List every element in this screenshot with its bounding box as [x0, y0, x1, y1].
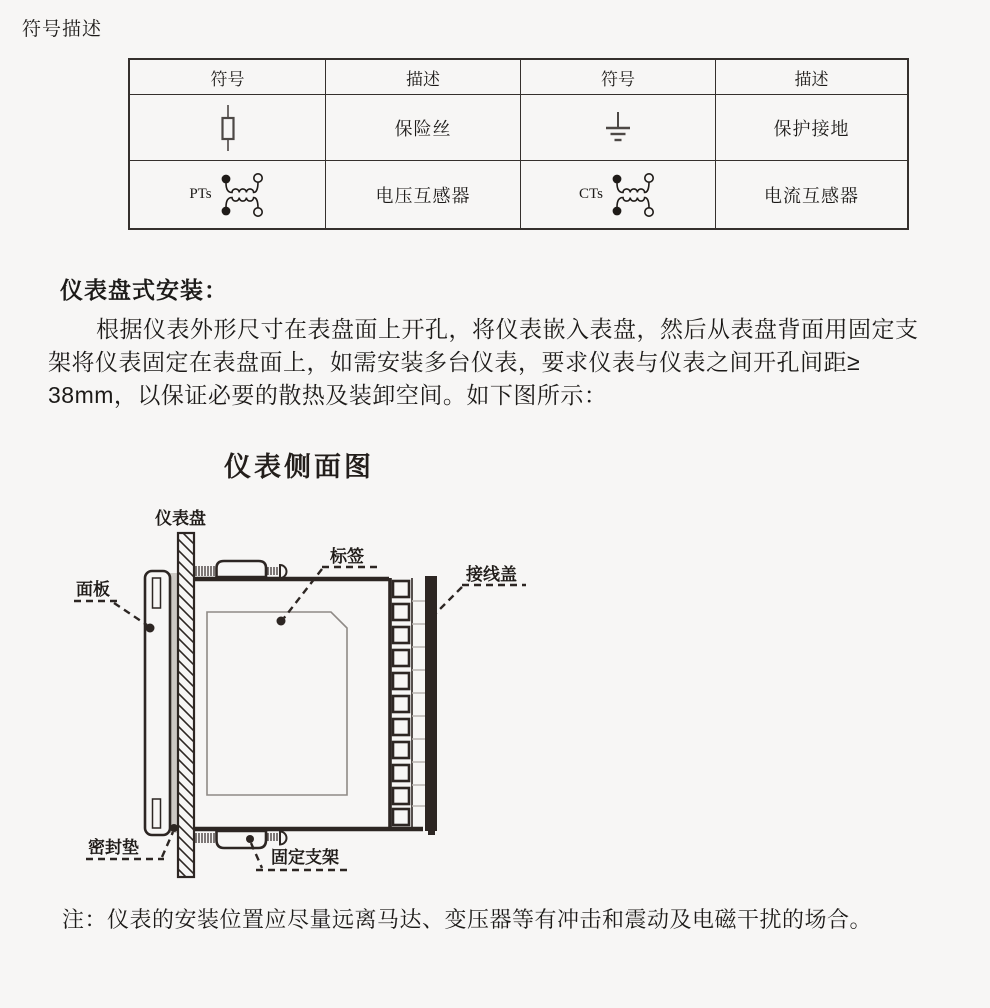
pt-transformer-icon: [218, 172, 266, 218]
label-wiring-cover: 接线盖: [466, 565, 517, 584]
paragraph-line: 根据仪表外形尺寸在表盘面上开孔，将仪表嵌入表盘，然后从表盘背面用固定支: [96, 316, 919, 342]
page-title: 符号描述: [22, 19, 103, 40]
meter-side-view-diagram: [40, 490, 560, 890]
diagram-title: 仪表侧面图: [224, 452, 374, 482]
table-cell-pt-symbol: [130, 161, 326, 228]
label-sticker: 标签: [330, 547, 364, 566]
table-cell-earth-symbol: [521, 95, 716, 161]
install-paragraph: [48, 313, 968, 412]
table-cell-ct-symbol: [521, 161, 716, 228]
table-cell-pt-desc: 电压互感器: [326, 161, 521, 228]
terminal-block-shape: [390, 578, 425, 830]
label-panel-board: 仪表盘: [155, 509, 206, 528]
fuse-icon: [215, 100, 241, 156]
mounting-board-shape: [178, 528, 194, 885]
symbol-table-header: 描述: [716, 60, 907, 95]
wiring-cover-shape: [425, 576, 437, 835]
symbol-table: [128, 58, 909, 230]
paragraph-line: 38mm，以保证必要的散热及装卸空间。如下图所示：: [48, 382, 608, 408]
section-heading: 仪表盘式安装：: [60, 277, 228, 303]
table-cell-earth-desc: 保护接地: [716, 95, 907, 161]
label-gasket: 密封垫: [88, 838, 139, 857]
paragraph-line: 架将仪表固定在表盘面上，如需安装多台仪表，要求仪表与仪表之间开孔间距≥: [48, 349, 861, 375]
ct-transformer-icon: [609, 172, 657, 218]
label-bracket: 固定支架: [271, 848, 339, 867]
symbol-table-header: 符号: [521, 60, 716, 95]
front-panel-shape: [145, 571, 170, 835]
pt-symbol-label: PTs: [189, 186, 212, 202]
protective-earth-icon: [603, 110, 633, 146]
table-cell-fuse-desc: 保险丝: [326, 95, 521, 161]
symbol-table-header: 符号: [130, 60, 326, 95]
top-bracket-shape: [196, 561, 287, 578]
table-cell-ct-desc: 电流互感器: [764, 185, 859, 206]
bottom-bracket-shape: [196, 831, 287, 848]
label-front-panel: 面板: [76, 580, 110, 599]
table-cell-fuse-symbol: [130, 95, 326, 161]
ct-symbol-label: CTs: [579, 186, 603, 202]
note-text: 注：仪表的安装位置应尽量远离马达、变压器等有冲击和震动及电磁干扰的场合。: [62, 907, 873, 932]
symbol-table-header: 描述: [326, 60, 521, 95]
